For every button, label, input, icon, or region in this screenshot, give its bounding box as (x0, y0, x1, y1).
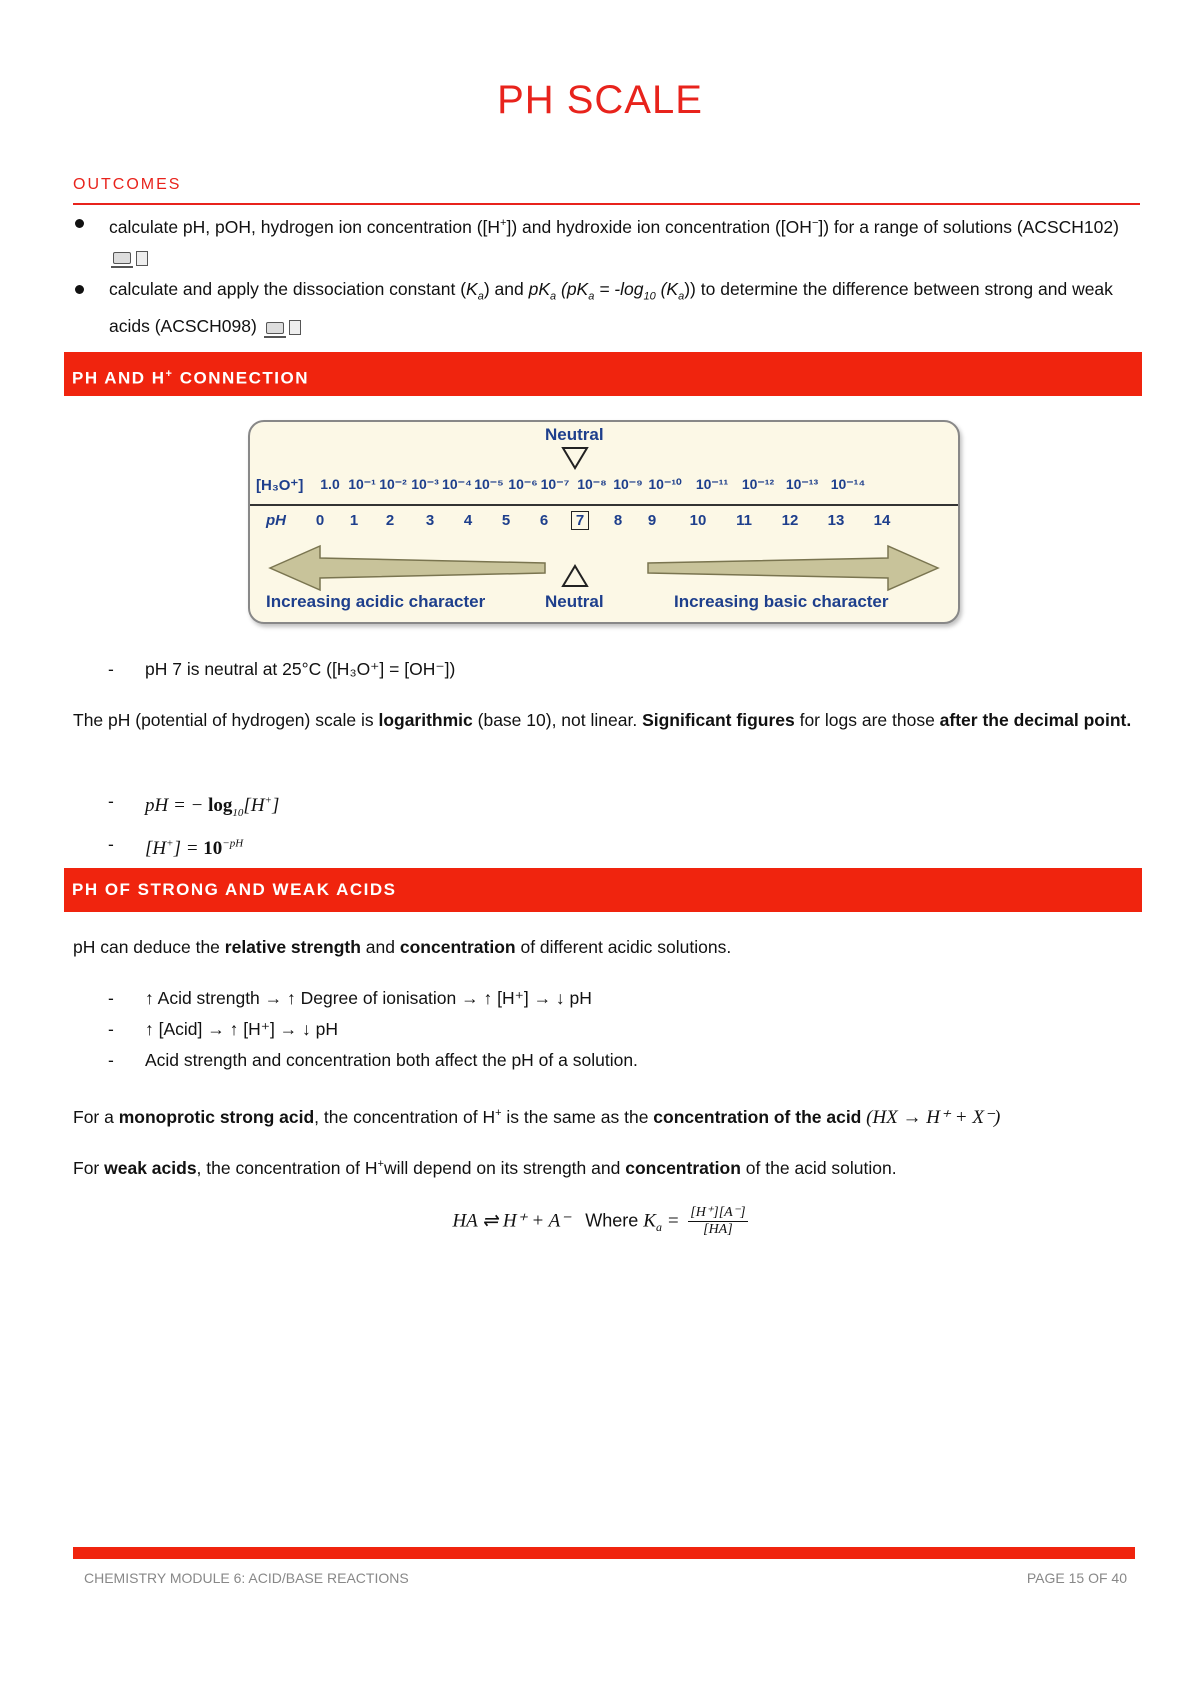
footer-page-number: PAGE 15 OF 40 (1026, 1570, 1127, 1586)
ph-value: 5 (501, 512, 511, 529)
ph-value: 9 (647, 512, 657, 529)
section-banner-ph-h-connection: PH AND H+ CONNECTION (64, 352, 1142, 396)
concentration-value: 10⁻¹⁰ (648, 476, 682, 492)
basic-arrow-icon (648, 546, 938, 590)
weak-acid-paragraph: For weak acids, the concentration of H+will depend on its strength and concentration of the acid solution. (73, 1157, 897, 1178)
outcome-item: calculate and apply the dissociation constant $(K_a)$ and $pK_a$ ($pK_a = -\log_{10}$ $(K_a)$) to determine the difference between strong and weak acids (ACSCH098) (73, 274, 1133, 342)
ka-fraction: $\frac{[H^+][A^-]}{[HA]}$ (690, 1205, 746, 1237)
concentration-value: 10⁻⁴ (442, 476, 472, 492)
concentration-value: 10⁻⁸ (577, 476, 607, 492)
concentration-value: 10⁻¹³ (785, 476, 819, 492)
ph-value: 10 (689, 512, 707, 529)
ph-value: 1 (349, 512, 359, 529)
logarithmic-paragraph: The pH (potential of hydrogen) scale is logarithmic (base 10), not linear. Significant figures for logs are those after the decimal point. (73, 710, 1132, 730)
h3o-label: [H₃O⁺] (256, 477, 304, 494)
concentration-value: 10⁻³ (411, 476, 439, 492)
concentration-value: 10⁻⁹ (613, 476, 643, 492)
concentration-value: 10⁻⁶ (508, 476, 538, 492)
concentration-value: 10⁻¹⁴ (830, 476, 866, 492)
up-triangle-icon (563, 566, 587, 586)
ph-value: 14 (873, 512, 891, 529)
list-item: - pH 7 is neutral at 25°C ([H₃O⁺] = [OH⁻]) (108, 654, 455, 685)
bullet-icon (75, 285, 84, 294)
section-banner-strong-weak-acids: PH OF STRONG AND WEAK ACIDS (64, 868, 1142, 912)
page-title: PH SCALE (497, 78, 703, 122)
outcome-item: calculate pH, pOH, hydrogen ion concentration ([H+]) and hydroxide ion concentration ([OH−]) for a range of solutions (ACSCH102) (73, 208, 1133, 272)
laptop-icon (266, 322, 284, 334)
acidic-label: Increasing acidic character (266, 592, 486, 611)
concentration-value: 10⁻¹ (348, 476, 376, 492)
neutral-label-bottom: Neutral (545, 592, 604, 611)
list-item: - ↑ [Acid] → ↑ [H⁺] → ↓ pH (108, 1014, 638, 1045)
equation-h-concentration: - $[H^+] = 10^{-pH}$ (108, 829, 279, 864)
ph-value: 6 (539, 512, 549, 529)
list-item: - ↑ Acid strength → ↑ Degree of ionisation → ↑ [H⁺] → ↓ pH (108, 983, 638, 1014)
document-icon (289, 320, 301, 335)
ph-value: 8 (613, 512, 623, 529)
down-triangle-icon (563, 448, 587, 468)
outcomes-list (73, 208, 1133, 343)
equation-ph: - pH = − $\log_{10}[H^+]$ (108, 786, 279, 829)
concentration-value: 10⁻⁵ (474, 476, 504, 492)
neutral-label-top: Neutral (545, 425, 604, 444)
concentration-value: 1.0 (320, 476, 340, 492)
ph-value: 0 (315, 512, 325, 529)
laptop-icon (113, 252, 131, 264)
footer-module-title: CHEMISTRY MODULE 6: ACID/BASE REACTIONS (84, 1570, 409, 1586)
outcomes-divider (73, 203, 1140, 205)
ph-value: 13 (827, 512, 845, 529)
scale-divider (250, 504, 958, 506)
concentration-value: 10⁻² (379, 476, 407, 492)
acidic-arrow-icon (270, 546, 545, 590)
ph-value: 12 (781, 512, 799, 529)
list-item: - Acid strength and concentration both affect the pH of a solution. (108, 1045, 638, 1076)
ph-equation-list (108, 786, 279, 864)
ph-value: 11 (736, 512, 752, 529)
basic-label: Increasing basic character (674, 592, 889, 611)
ph-value: 2 (385, 512, 395, 529)
concentration-value: 10⁻⁷ (540, 476, 570, 492)
concentration-value: 10⁻¹² (741, 476, 775, 492)
bullet-icon (75, 219, 84, 228)
deduce-paragraph: pH can deduce the relative strength and concentration of different acidic solutions. (73, 937, 732, 957)
ph-label: pH (266, 512, 286, 529)
concentration-value: 10⁻¹¹ (695, 476, 729, 492)
neutral-ph-box: 7 (571, 511, 589, 530)
neutral-note-list (108, 654, 455, 685)
outcomes-heading: OUTCOMES (73, 176, 182, 193)
ph-value (560, 512, 600, 529)
ka-equation: HA ⇌ H⁺ + A⁻ Where $K_a$ = $\frac{[H^+][A^-]}{[HA]}$ (452, 1205, 746, 1237)
footer-divider (73, 1547, 1135, 1559)
ph-value: 3 (425, 512, 435, 529)
document-icon (136, 251, 148, 266)
relationship-list (108, 983, 638, 1076)
strong-acid-paragraph: For a monoprotic strong acid, the concentration of H+ is the same as the concentration of the acid (HX → H⁺ + X⁻) (73, 1106, 1001, 1128)
ph-scale-figure (248, 420, 960, 624)
ph-value: 4 (463, 512, 473, 529)
